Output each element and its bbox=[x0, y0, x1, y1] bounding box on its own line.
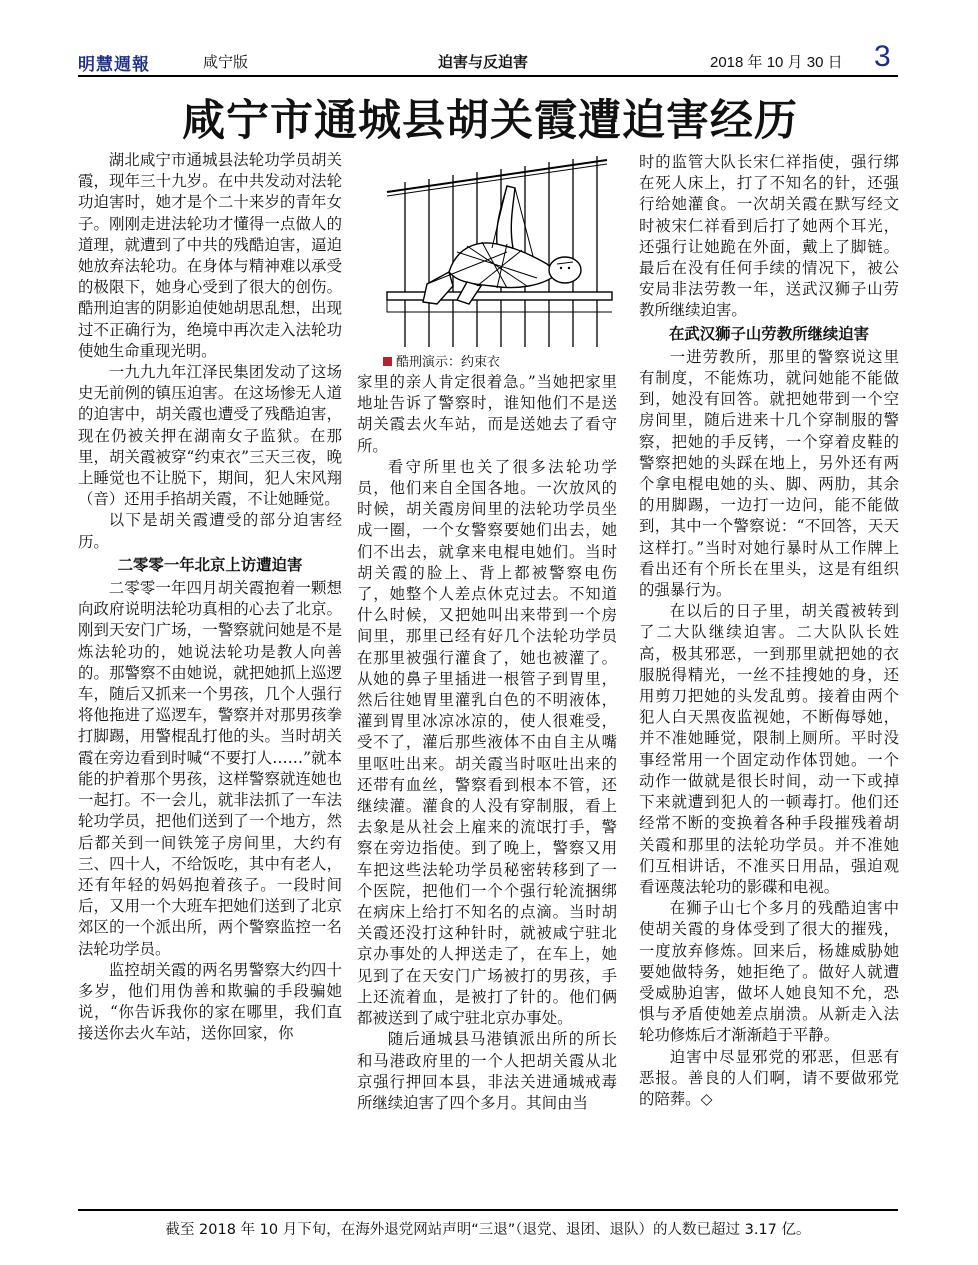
newspaper-name: 明慧週報 bbox=[78, 55, 150, 75]
paragraph: 一进劳教所，那里的警察说这里有制度，不能炼功，就问她能不能做到，她没有回答。就把她带到一个空房间里，随后进来十几个穿制服的警察，把她的手反铐，一个穿着皮鞋的警察把她的头踩在地上，另外还有两个拿电棍电她的头、脚、两肋，其余的用脚踢，一边打一边问，能不能做到，其中一个警察说：“不回答，天天这样打。”当时对她行暴时从工作牌上看出还有个所长在里头，这是有组织的强暴行为。 bbox=[639, 347, 899, 600]
section-heading: 在武汉狮子山劳教所继续迫害 bbox=[668, 324, 870, 343]
paragraph: 一九九九年江泽民集团发动了这场史无前例的镇压迫害。在这场惨无人道的迫害中，胡关霞也遭受了残酷迫害，现在仍被关押在湖南女子监狱。在那里，胡关霞被穿“约束衣”三天三夜，晚上睡觉也不让脱下，期间，犯人宋风翔（音）还用手掐胡关霞，不让她睡觉。 bbox=[78, 363, 342, 509]
header-rule bbox=[78, 75, 898, 77]
edition-label: 咸宁版 bbox=[203, 53, 249, 71]
section-heading: 二零零一年北京上访遭迫害 bbox=[117, 555, 303, 574]
article-title: 咸宁市通城县胡关霞遭迫害经历 bbox=[182, 96, 798, 146]
paragraph: 家里的亲人肯定很着急。”当她把家里地址告诉了警察时，谁知他们不是送胡关霞去火车站，而是送她去了看守所。 bbox=[357, 373, 617, 455]
paragraph: 迫害中尽显邪党的邪恶，但恶有恶报。善良的人们啊，请不要做邪党的陪葬。◇ bbox=[639, 1047, 899, 1108]
footer-rule bbox=[78, 1209, 898, 1211]
paragraph: 以下是胡关霞遭受的部分迫害经历。 bbox=[78, 511, 342, 551]
straitjacket-illustration-image bbox=[357, 152, 617, 354]
paragraph: 在以后的日子里，胡关霞被转到了二大队继续迫害。二大队队长姓高，极其邪恶，一到那里就把她的衣服脱得精光，一丝不挂搜她的身，还用剪刀把她的头发乱剪。接着由两个犯人白天黑夜监视她，不断侮辱她，并不准她睡觉，限制上厕所。平时没事经常用一个固定动作体罚她。一个动作一做就是很长时间，动一下或掉下来就遭到犯人的一顿毒打。他们还经常不断的变换着各种手段摧残着胡关霞和那里的法轮功学员。并不准她们互相讲话，不准买日用品，强迫观看诬蔑法轮功的影碟和电视。 bbox=[639, 602, 899, 896]
paragraph: 监控胡关霞的两名男警察大约四十多岁，他们用伪善和欺骗的手段骗她说，“你告诉我你的家在哪里，我们直接送你去火车站，送你回家，你 bbox=[78, 960, 342, 1043]
article-column-2 bbox=[357, 152, 617, 1114]
paragraph: 湖北咸宁市通城县法轮功学员胡关霞，现年三十九岁。在中共发动对法轮功迫害时，她才是个二十来岁的青年女子。刚刚走进法轮功才懂得一点做人的道理，就遭到了中共的残酷迫害，逼迫她放弃法轮功。在身体与精神难以承受的极限下，她身心受到了很大的创伤。酷刑迫害的阴影迫使她胡思乱想，出现过不正确行为，绝境中再次走入法轮功使她生命重现光明。 bbox=[78, 151, 342, 360]
torture-illustration bbox=[357, 152, 617, 354]
paragraph: 看守所里也关了很多法轮功学员，他们来自全国各地。一次放风的时候，胡关霞房间里的法轮功学员坐成一圈，一个女警察要她们出去，她们不出去，就拿来电棍电她们。当时胡关霞的脸上、背上都被警察电伤了，她整个人差点休克过去。不知道什么时候，又把她叫出来带到一个房间里，那里已经有好几个法轮功学员在那里被强行灌食了，她也被灌了。从她的鼻子里插进一根管子到胃里，然后往她胃里灌乳白色的不明液体，灌到胃里冰凉冰凉的，使人很难受，受不了，灌后那些液体不由自主从嘴里呕吐出来。胡关霞当时呕吐出来的还带有血丝，警察看到根本不管，还继续灌。灌食的人没有穿制服，看上去象是从社会上雇来的流氓打手，警察在旁边指使。到了晚上，警察又用车把这些法轮功学员秘密转移到了一个医院，把他们一个个强行轮流捆绑在病床上给打不知名的点滴。当时胡关霞还没打这种针时，就被咸宁驻北京办事处的人押送走了，在车上，她见到了在天安门广场被打的男孩，手上还流着血，是被打了针的。他们俩都被送到了咸宁驻北京办事处。 bbox=[357, 457, 617, 1028]
issue-date: 2018 年 10 月 30 日 bbox=[710, 54, 843, 71]
page-number: 3 bbox=[874, 40, 891, 73]
figure-caption bbox=[357, 354, 617, 372]
masthead bbox=[78, 40, 898, 76]
caption-marker-icon bbox=[383, 357, 392, 366]
paragraph: 时的监管大队长宋仁祥指使，强行绑在死人床上，打了不知名的针，还强行给她灌食。一次胡关霞在默写经文时被宋仁祥看到后打了她两个耳光，还强行让她跪在外面，戴上了脚链。最后在没有任何手续的情况下，被公安局非法劳教一年，送武汉狮子山劳教所继续迫害。 bbox=[639, 153, 899, 320]
article-column-1 bbox=[78, 150, 342, 1045]
caption-text: 酷刑演示：约束衣 bbox=[396, 355, 501, 370]
paragraph: 随后通城县马港镇派出所的所长和马港政府里的一个人把胡关霞从北京强行押回本县，非法关进通城戒毒所继续迫害了四个多月。其间由当 bbox=[357, 1030, 617, 1112]
article-column-3 bbox=[639, 152, 899, 1110]
section-label: 迫害与反迫害 bbox=[438, 53, 529, 71]
footer-notice: 截至 2018 年 10 月下旬，在海外退党网站声明“三退”（退党、退团、退队）的人数已超过 3.17 亿。 bbox=[165, 1222, 811, 1238]
paragraph: 二零零一年四月胡关霞抱着一颗想向政府说明法轮功真相的心去了北京。刚到天安门广场，一警察就问她是不是炼法轮功的，她说法轮功是教人向善的。那警察不由她说，就把她抓上巡逻车，随后又抓来一个男孩，几个人强行将他拖进了巡逻车，警察并对那男孩拳打脚踢，用警棍乱打他的头。当时胡关霞在旁边看到时喊“不要打人……”就本能的护着那个男孩，这样警察就连她也一起打。不一会儿，就非法抓了一车法轮功学员，把他们送到了一个地方，然后都关到一间铁笼子房间里，大约有三、四十人，不给饭吃，其中有老人，还有年轻的妈妈抱着孩子。一段时间后，又用一个大班车把她们送到了北京郊区的一个派出所，两个警察监控一名法轮功学员。 bbox=[78, 579, 342, 958]
paragraph: 在狮子山七个多月的残酷迫害中使胡关霞的身体受到了很大的摧残，一度放弃修炼。回来后，杨雄威胁她要她做特务，她拒绝了。做好人就遭受威胁迫害，做坏人她良知不允，恐惧与矛盾使她差点崩溃。从新走入法轮功修炼后才渐渐趋于平静。 bbox=[639, 899, 899, 1045]
